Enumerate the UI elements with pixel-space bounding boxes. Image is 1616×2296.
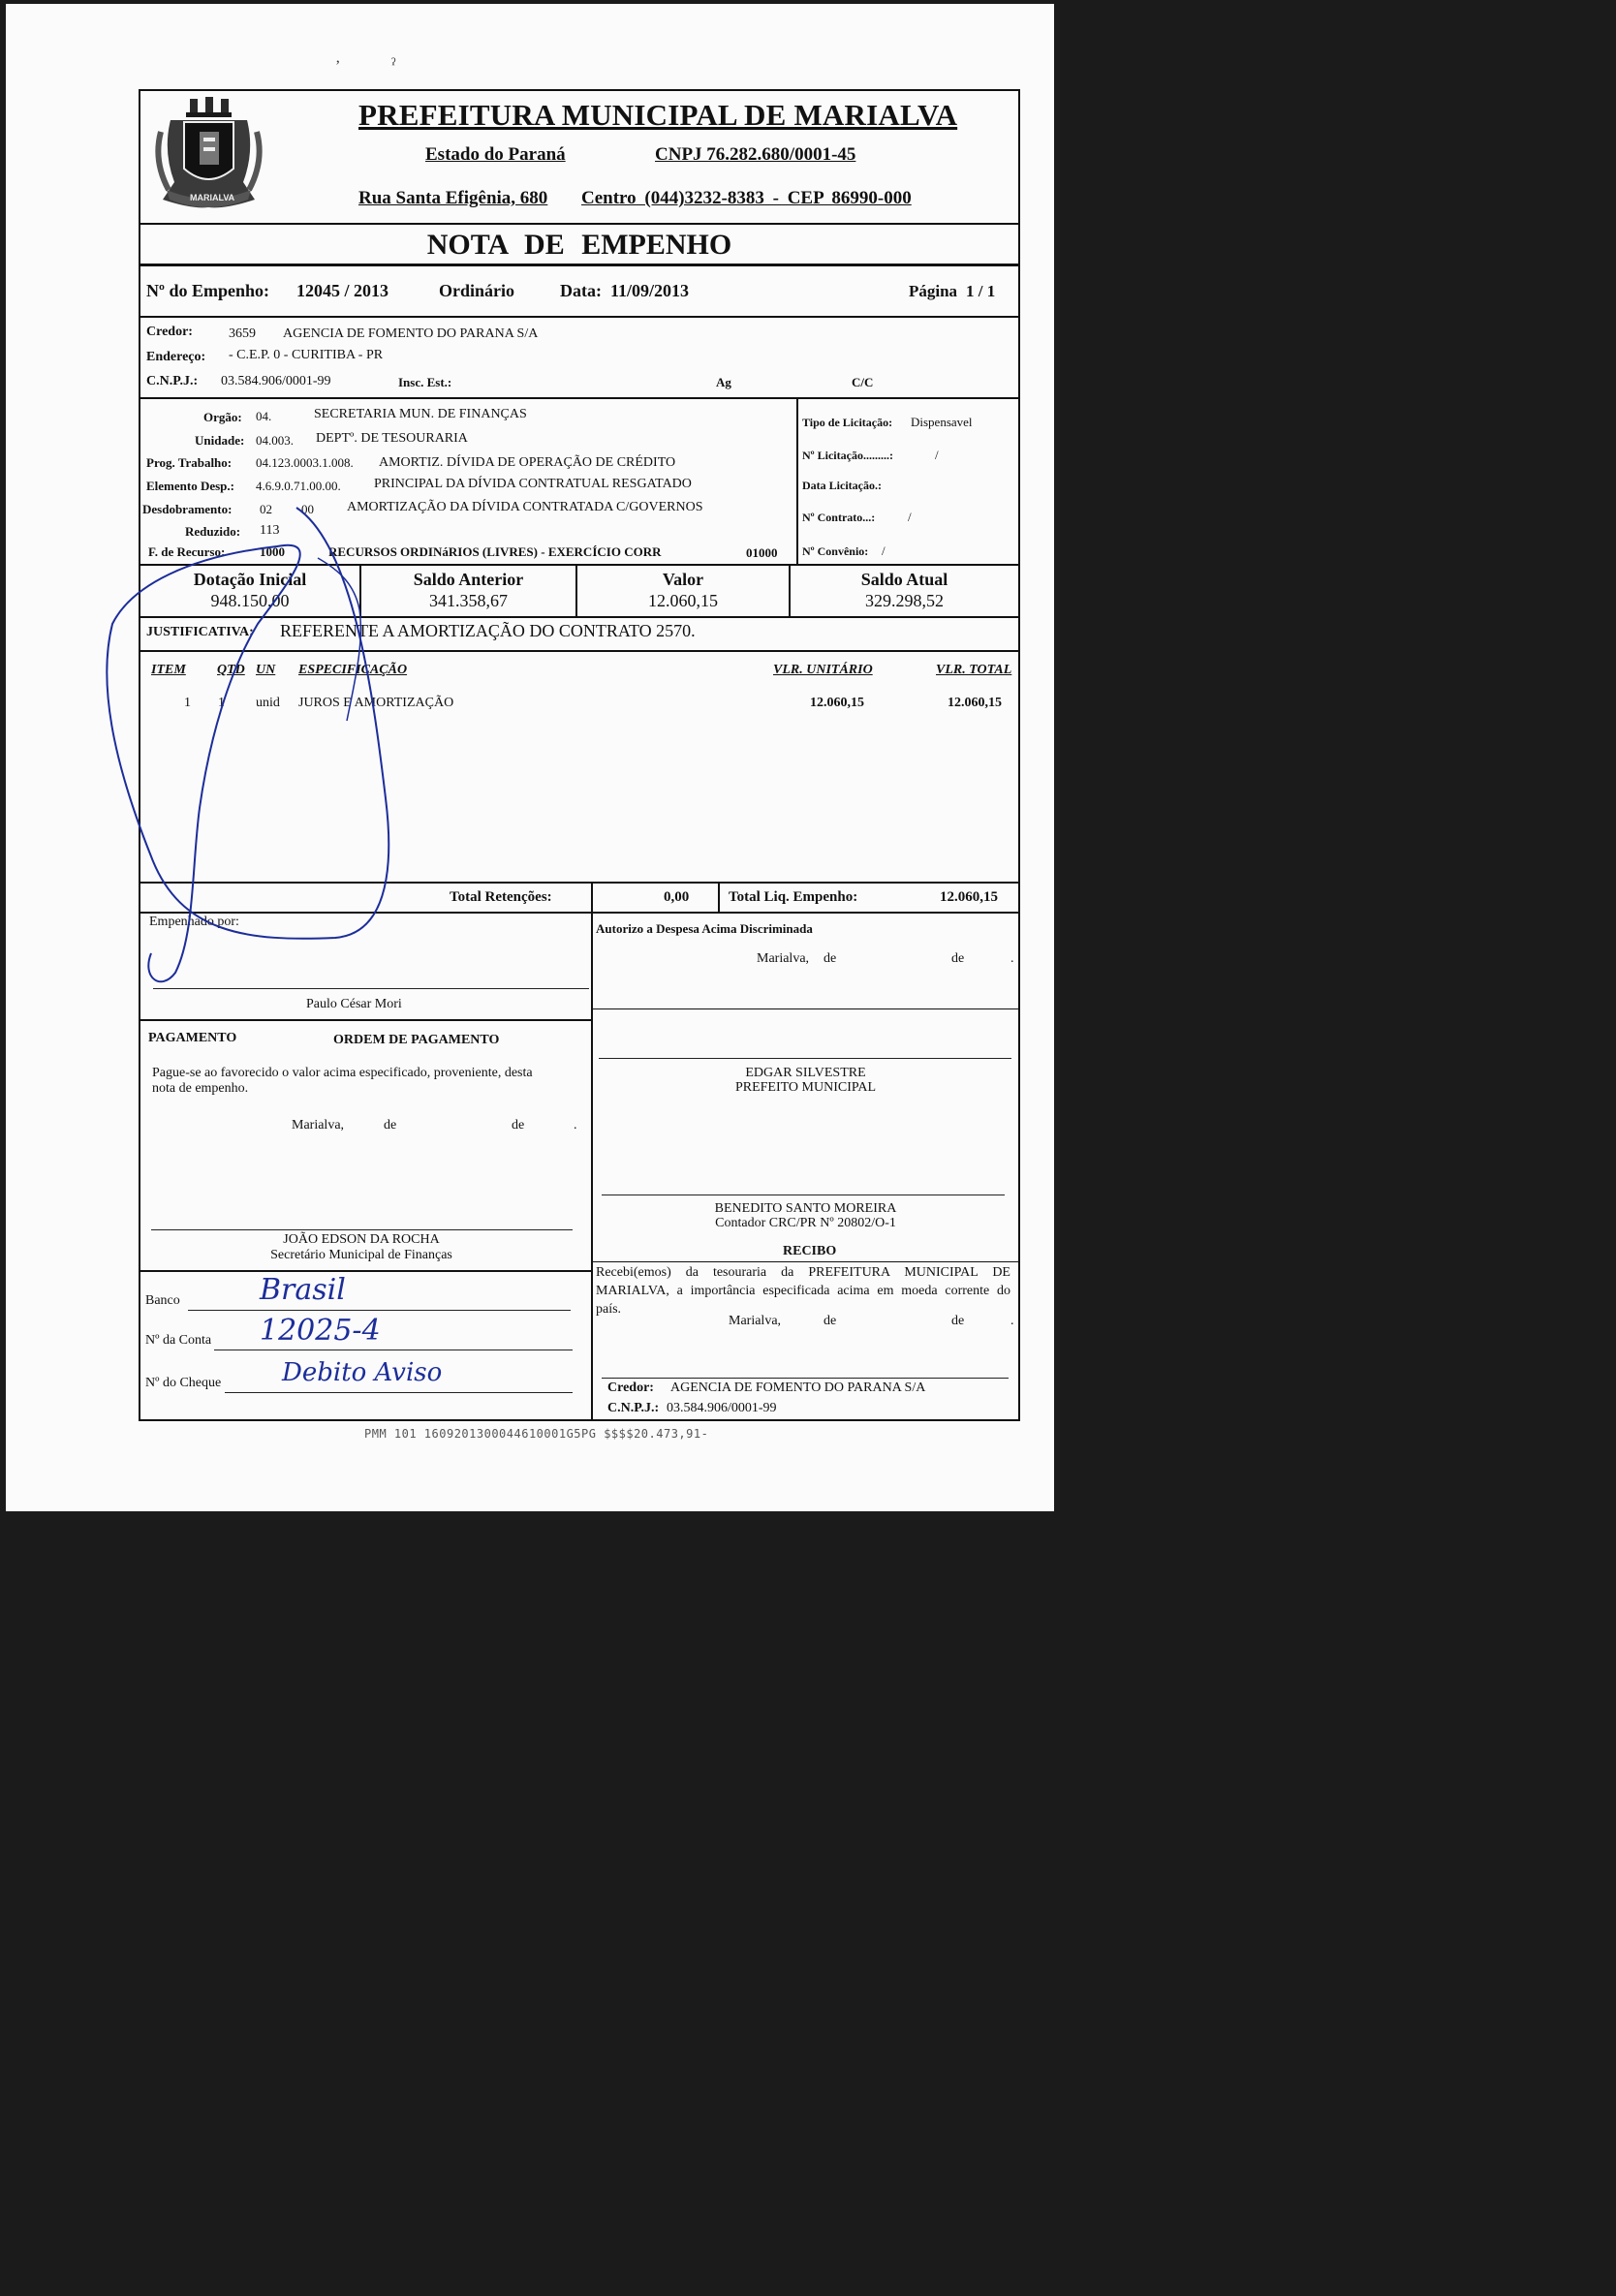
autorizo-dot: . xyxy=(1010,951,1014,966)
recibo-line1: Recebi(emos) da tesouraria da PREFEITURA MUNICIPAL DE xyxy=(596,1265,1010,1280)
prefeito-name: EDGAR SILVESTRE xyxy=(745,1066,866,1080)
pagamento-text-line2: nota de empenho. xyxy=(152,1081,249,1096)
col-un-header: UN xyxy=(256,663,276,677)
licitacao-num-label: Nº Licitação.........: xyxy=(802,449,893,462)
pagamento-label: PAGAMENTO xyxy=(148,1031,237,1045)
autorizo-label: Autorizo a Despesa Acima Discriminada xyxy=(596,921,813,936)
liquido-value: 12.060,15 xyxy=(940,889,998,905)
row-un: unid xyxy=(256,696,280,710)
contrato-label: Nº Contrato...: xyxy=(802,511,876,524)
document-title: NOTA DE EMPENHO xyxy=(426,229,732,261)
credor-cnpj: 03.584.906/0001-99 xyxy=(221,374,331,388)
empenho-date: 11/09/2013 xyxy=(610,281,690,300)
cc-label: C/C xyxy=(852,375,874,389)
recurso-name: RECURSOS ORDINáRIOS (LIVRES) - EXERCÍCIO CORR xyxy=(328,544,662,559)
banco-handwritten: Brasil xyxy=(260,1273,346,1307)
row-unit-value: 12.060,15 xyxy=(810,696,864,710)
dotacao-label: Dotação Inicial xyxy=(193,570,307,589)
unidade-code: 04.003. xyxy=(256,433,294,448)
ordem-pagamento-label: ORDEM DE PAGAMENTO xyxy=(333,1033,500,1047)
secretario-name: JOÃO EDSON DA ROCHA xyxy=(283,1232,440,1247)
recibo-place: Marialva, xyxy=(729,1314,782,1328)
retencoes-value: 0,00 xyxy=(664,889,690,905)
pagamento-text-line1: Pague-se ao favorecido o valor acima especificado, proveniente, desta xyxy=(152,1066,533,1080)
crest-banner-text: MARIALVA xyxy=(190,193,235,202)
recibo-line3: país. xyxy=(596,1302,622,1317)
contador-name: BENEDITO SANTO MOREIRA xyxy=(714,1201,897,1216)
credor-name: AGENCIA DE FOMENTO DO PARANA S/A xyxy=(283,326,539,341)
pagamento-dot: . xyxy=(574,1118,577,1132)
prog-label: Prog. Trabalho: xyxy=(146,455,233,470)
recurso-code: 1000 xyxy=(260,544,285,559)
pagamento-de1: de xyxy=(384,1118,397,1132)
contrato-value: / xyxy=(908,510,912,524)
col-total-header: VLR. TOTAL xyxy=(936,663,1012,677)
conta-label: Nº da Conta xyxy=(145,1333,212,1348)
recibo-de2: de xyxy=(951,1314,965,1328)
row-total-value: 12.060,15 xyxy=(948,696,1002,710)
document-page xyxy=(6,4,1054,1511)
orgao-code: 04. xyxy=(256,409,272,423)
prog-code: 04.123.0003.1.008. xyxy=(256,455,354,470)
desdobramento-code2: 00 xyxy=(301,502,314,516)
dotacao-value: 948.150,00 xyxy=(210,591,290,610)
recibo-dot: . xyxy=(1010,1314,1014,1328)
recibo-credor: AGENCIA DE FOMENTO DO PARANA S/A xyxy=(670,1381,926,1395)
empenhado-name: Paulo César Mori xyxy=(306,997,402,1011)
recibo-line2: MARIALVA, a importância especificada acima em moeda corrente do xyxy=(596,1284,1010,1298)
col-item-header: ITEM xyxy=(151,663,186,677)
credor-label: Credor: xyxy=(146,325,193,339)
cheque-handwritten: Debito Aviso xyxy=(282,1358,443,1387)
secretario-title: Secretário Municipal de Finanças xyxy=(270,1248,452,1262)
autorizo-de2: de xyxy=(951,951,965,966)
header-title: PREFEITURA MUNICIPAL DE MARIALVA xyxy=(358,98,958,132)
col-qtd-header: QTD xyxy=(217,663,245,677)
recurso-label: F. de Recurso: xyxy=(148,544,226,559)
valor-label: Valor xyxy=(662,570,704,589)
empenho-number: 12045 / 2013 xyxy=(296,281,389,300)
pagamento-de2: de xyxy=(512,1118,525,1132)
licitacao-tipo: Dispensavel xyxy=(911,415,973,429)
autorizo-de1: de xyxy=(824,951,837,966)
orgao-label: Orgão: xyxy=(203,410,242,424)
licitacao-data-label: Data Licitação.: xyxy=(802,479,882,492)
orgao-name: SECRETARIA MUN. DE FINANÇAS xyxy=(314,407,527,421)
unidade-name: DEPTº. DE TESOURARIA xyxy=(316,431,468,446)
saldo-atual-value: 329.298,52 xyxy=(865,591,944,610)
saldo-anterior-value: 341.358,67 xyxy=(429,591,508,610)
reduzido-label: Reduzido: xyxy=(185,524,241,539)
page-number: 1 / 1 xyxy=(966,282,996,300)
autorizo-place: Marialva, xyxy=(757,951,810,966)
banco-label: Banco xyxy=(145,1293,180,1308)
row-qtd: 1 xyxy=(218,696,225,710)
empenho-type: Ordinário xyxy=(439,281,515,300)
header-address: Rua Santa Efigênia, 680 xyxy=(358,188,548,208)
empenhado-label: Empenhado por: xyxy=(149,915,239,929)
recibo-de1: de xyxy=(824,1314,837,1328)
recibo-cnpj: 03.584.906/0001-99 xyxy=(667,1401,777,1415)
insc-est-label: Insc. Est.: xyxy=(398,375,452,389)
row-spec: JUROS E AMORTIZAÇÃO xyxy=(298,696,454,710)
col-unit-header: VLR. UNITÁRIO xyxy=(773,663,873,677)
desdobramento-label: Desdobramento: xyxy=(142,502,233,516)
licitacao-num: / xyxy=(935,448,939,462)
empenho-number-label: Nº do Empenho: xyxy=(146,281,269,300)
reduzido-value: 113 xyxy=(260,523,280,538)
convenio-value: / xyxy=(882,543,886,558)
elemento-label: Elemento Desp.: xyxy=(146,479,234,493)
saldo-atual-label: Saldo Atual xyxy=(860,570,948,589)
header-state: Estado do Paraná xyxy=(425,144,566,165)
desdobramento-code1: 02 xyxy=(260,502,272,516)
valor-value: 12.060,15 xyxy=(648,591,718,610)
justificativa-text: REFERENTE A AMORTIZAÇÃO DO CONTRATO 2570. xyxy=(280,621,696,640)
unidade-label: Unidade: xyxy=(195,433,245,448)
cheque-label: Nº do Cheque xyxy=(145,1376,222,1390)
justificativa-label: JUSTIFICATIVA: xyxy=(146,625,254,639)
pagamento-place: Marialva, xyxy=(292,1118,345,1132)
row-item: 1 xyxy=(184,696,191,710)
recibo-title: RECIBO xyxy=(783,1244,837,1258)
recibo-cnpj-label: C.N.P.J.: xyxy=(607,1401,660,1415)
punch-mark: ʼ xyxy=(335,58,341,75)
elemento-name: PRINCIPAL DA DÍVIDA CONTRATUAL RESGATADO xyxy=(374,477,692,491)
prefeito-title: PREFEITO MUNICIPAL xyxy=(734,1080,877,1095)
page-label: Página xyxy=(909,282,958,300)
elemento-code: 4.6.9.0.71.00.00. xyxy=(256,479,341,493)
convenio-label: Nº Convênio: xyxy=(802,544,869,558)
empenho-date-label: Data: xyxy=(560,281,602,300)
handwritten-signature-loop xyxy=(6,4,1054,1511)
header-district-phone: Centro (044)3232-8383 - CEP 86990-000 xyxy=(581,188,912,208)
retencoes-label: Total Retenções: xyxy=(450,889,552,905)
licitacao-tipo-label: Tipo de Licitação: xyxy=(802,416,893,429)
credor-code: 3659 xyxy=(229,326,256,341)
contador-title: Contador CRC/PR Nº 20802/O-1 xyxy=(715,1216,896,1230)
prog-name: AMORTIZ. DÍVIDA DE OPERAÇÃO DE CRÉDITO xyxy=(379,455,676,470)
conta-handwritten: 12025-4 xyxy=(260,1314,381,1348)
liquido-label: Total Liq. Empenho: xyxy=(729,889,858,905)
desdobramento-name: AMORTIZAÇÃO DA DÍVIDA CONTRATADA C/GOVERNOS xyxy=(347,500,703,514)
credor-address-label: Endereço: xyxy=(146,350,206,364)
ag-label: Ag xyxy=(716,375,731,389)
saldo-anterior-label: Saldo Anterior xyxy=(413,570,524,589)
credor-cnpj-label: C.N.P.J.: xyxy=(146,374,199,388)
recibo-credor-label: Credor: xyxy=(607,1381,654,1395)
col-spec-header: ESPECIFICAÇÃO xyxy=(298,663,408,677)
header-cnpj: CNPJ 76.282.680/0001-45 xyxy=(655,144,856,165)
recurso-number: 01000 xyxy=(746,545,778,560)
bank-stamp: PMM 101 1609201300044610001G5PG $$$$20.473,91- xyxy=(364,1427,709,1441)
credor-address: - C.E.P. 0 - CURITIBA - PR xyxy=(229,348,384,362)
punch-mark: ˀ xyxy=(391,54,396,74)
